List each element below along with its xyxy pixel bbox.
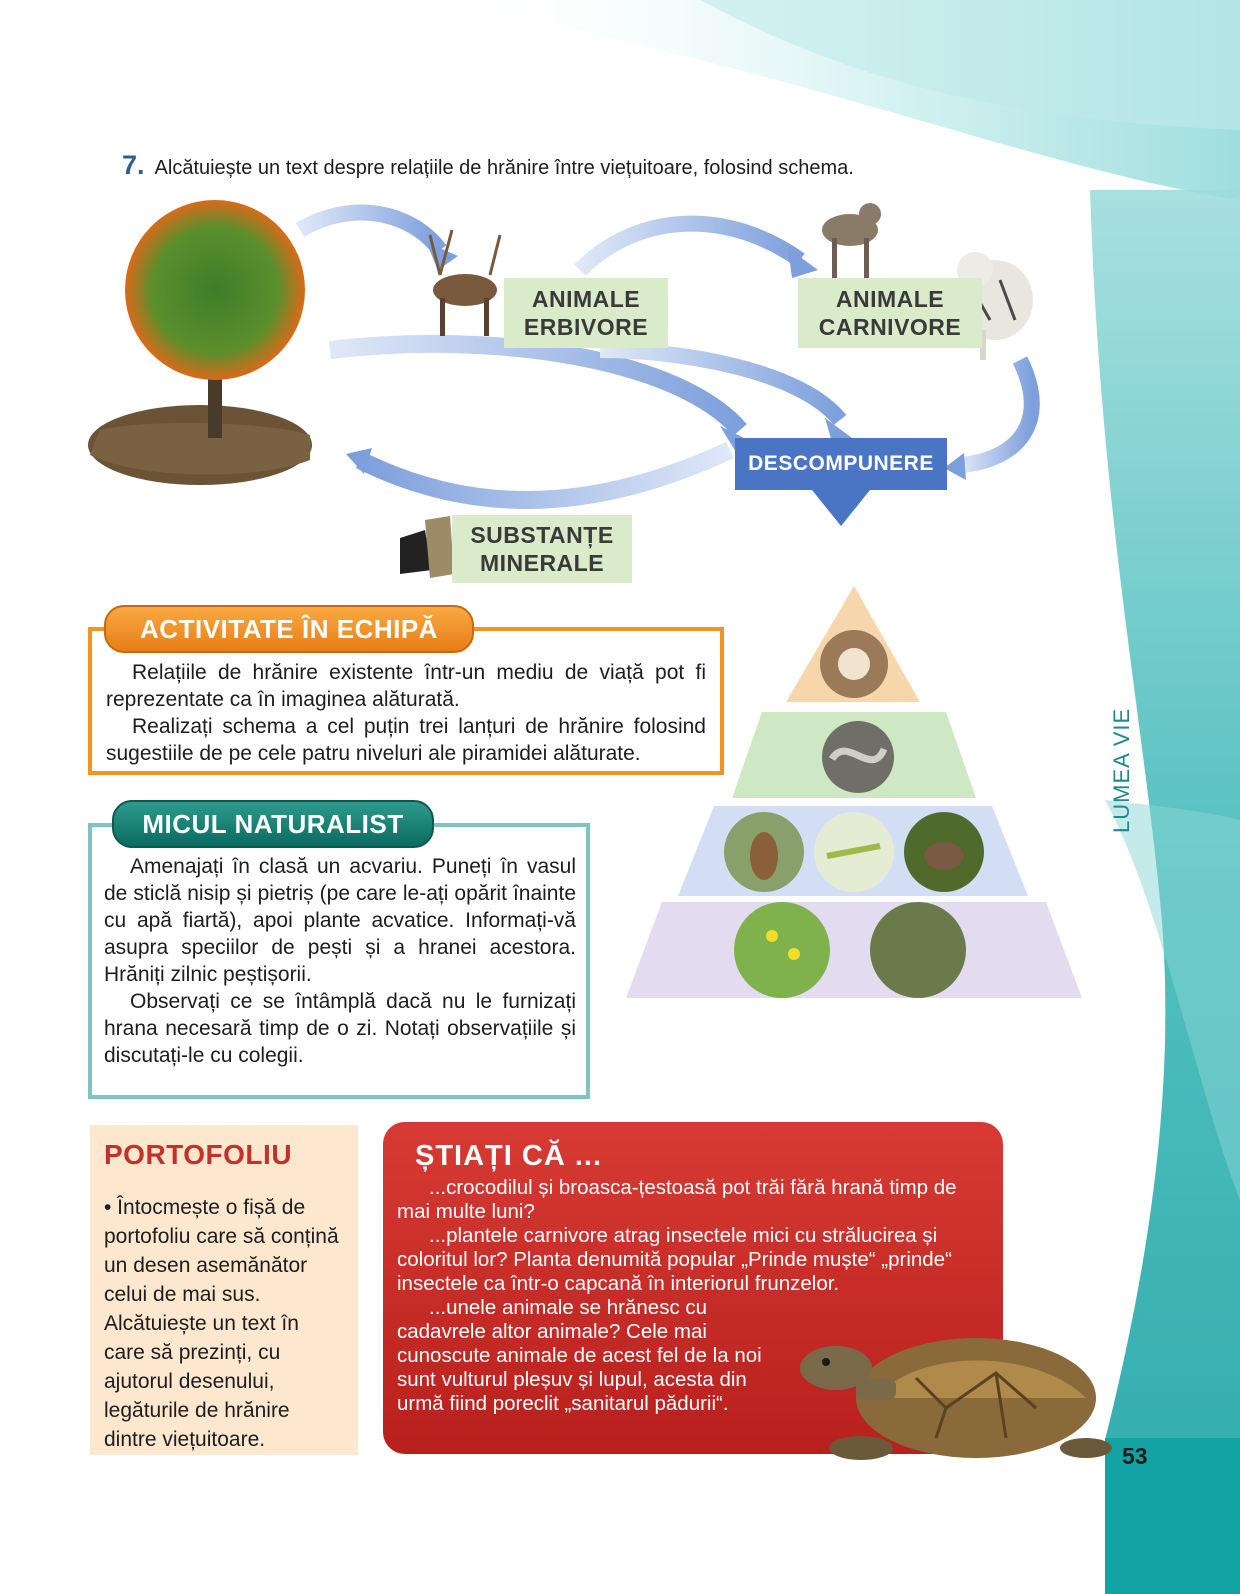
did-you-know-paragraph-1: ...crocodilul și broasca-țestoasă pot trăi fără hrană timp de mai multe luni? — [397, 1176, 957, 1223]
p3-line-1: ...unele animale se hrănesc cu — [429, 1296, 708, 1319]
task-number: 7. — [122, 150, 145, 180]
pyramid-level-base — [626, 902, 1082, 998]
label-herbivores — [504, 278, 668, 348]
naturalist-paragraph-2: Observați ce se întâmplă dacă nu le furnizați hrana necesară timp de o zi. Notați observațiile și discutați-le cu colegii. — [104, 990, 576, 1067]
wolf-icon — [822, 203, 881, 278]
herbs-icon — [870, 902, 966, 998]
naturalist-box — [88, 823, 590, 1099]
portfolio-box — [90, 1125, 358, 1455]
arrow-carnivores-to-decomposition — [960, 360, 1032, 465]
activity-title: ACTIVITATE ÎN ECHIPĂ — [104, 605, 474, 653]
portfolio-title: PORTOFOLIU — [104, 1139, 293, 1170]
naturalist-paragraph-1: Amenajați în clasă un acvariu. Puneți în vasul de sticlă nisip și pietriș (pe care le-ați opărit înainte cu apă fiartă), apoi plante acvatice. Informați-vă asupra speciilor de pești și a hranei acestora. Hrăniți zilnic peștișorii. — [104, 855, 576, 986]
task-7 — [122, 150, 1022, 181]
naturalist-title: MICUL NATURALIST — [112, 800, 434, 848]
activity-paragraph-1: Relațiile de hrănire existente într-un mediu de viață pot fi reprezentate ca în imaginea alăturată. — [106, 661, 706, 711]
portfolio-text: • Întocmește o fișă de portofoliu care să conțină un desen asemănător celui de mai sus. Alcătuiește un text în care să prezinți, cu ajutorul desenului, legăturile de hrănire dintre viețuitoare. — [104, 1196, 339, 1451]
did-you-know-paragraph-3 — [397, 1296, 993, 1320]
minerals-line-2: MINERALE — [479, 550, 605, 576]
sidebar-label — [1105, 705, 1137, 835]
turtle-icon — [796, 1318, 1120, 1468]
task-text: Alcătuiește un text despre relațiile de hrănire între viețuitoare, folosind schema. — [154, 157, 854, 179]
label-minerals — [452, 515, 632, 583]
carnivores-line-2: CARNIVORE — [818, 314, 962, 340]
label-decomposition: DESCOMPUNERE — [748, 452, 934, 475]
arrow-herbivores-to-carnivores — [580, 224, 800, 270]
arrow-tree-to-herbivores — [300, 213, 440, 250]
p3-line-3: cunoscute animale de acest fel de la noi — [397, 1344, 762, 1367]
carnivores-line-1: ANIMALE — [835, 286, 945, 312]
minerals-line-1: SUBSTANȚE — [470, 522, 614, 548]
food-pyramid — [622, 584, 1084, 1004]
herbivores-line-1: ANIMALE — [531, 286, 641, 312]
page-number: 53 — [1122, 1443, 1148, 1469]
did-you-know-title: ȘTIAȚI CĂ ... — [415, 1140, 602, 1172]
p3-line-5: urmă fiind poreclit „sanitarul pădurii“. — [397, 1392, 729, 1415]
did-you-know-paragraph-2: ...plantele carnivore atrag insectele mici cu strălucirea și coloritul lor? Planta denumită popular „Prinde muște“ „prinde“ insectele ca într-o capcană în interiorul frunzelor. — [397, 1224, 952, 1295]
activity-paragraph-2: Realizați schema a cel puțin trei lanțuri de hrănire folosind sugestiile de pe cele patru niveluri ale piramidei alăturate. — [106, 715, 706, 765]
herbivores-line-2: ERBIVORE — [523, 314, 649, 340]
arrow-decomposition-to-minerals — [360, 450, 730, 500]
tree-icon — [88, 200, 312, 485]
label-carnivores — [798, 278, 982, 348]
p3-line-2: cadavrele altor animale? Cele mai — [397, 1320, 707, 1343]
sidebar-label-text: LUMEA VIE — [1109, 707, 1134, 833]
p3-line-4: sunt vulturul pleșuv și lupul, acesta din — [397, 1368, 747, 1391]
meadow-icon — [734, 902, 830, 998]
